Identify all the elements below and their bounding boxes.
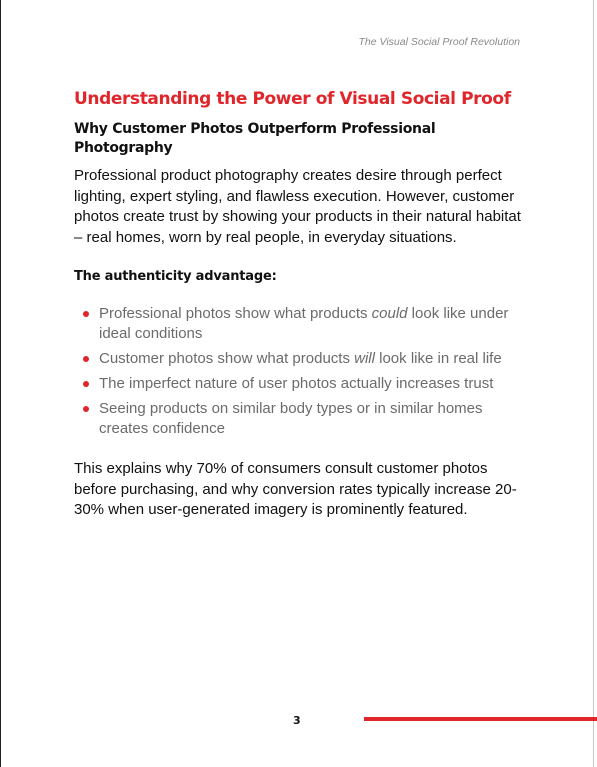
- running-header: The Visual Social Proof Revolution: [358, 36, 520, 48]
- bullet-dot-icon: [83, 356, 89, 362]
- list-item: [82, 304, 526, 344]
- closing-paragraph: This explains why 70% of consumers consult customer photos before purchasing, and why conversion rates typically increase 20-30% when user-generated imagery is prominently featured.: [74, 460, 517, 518]
- page-number: 3: [293, 714, 301, 727]
- advantage-list: [74, 304, 526, 439]
- subsection-title: Why Customer Photos Outperform Professional Photography: [74, 121, 436, 156]
- intro-paragraph: Professional product photography creates desire through perfect lighting, expert styling, and flawless execution. However, customer photos create trust by showing your products in their natural habitat – real homes, worn by real people, in everyday situations.: [74, 167, 521, 246]
- bullet-dot-icon: [83, 406, 89, 412]
- bullet-dot-icon: [83, 311, 89, 317]
- list-item-text: The imperfect nature of user photos actually increases trust: [99, 375, 494, 392]
- list-item: [82, 349, 526, 369]
- list-item-emphasis: will: [354, 350, 375, 367]
- list-item-text: look like in real life: [374, 350, 502, 367]
- list-item-text: Seeing products on similar body types or in similar homes creates confidence: [99, 400, 483, 437]
- list-item-emphasis: could: [371, 305, 408, 322]
- list-lead-in: The authenticity advantage:: [74, 269, 277, 284]
- main-content: [74, 88, 526, 521]
- bullet-dot-icon: [83, 381, 89, 387]
- section-title: Understanding the Power of Visual Social Proof: [74, 89, 511, 109]
- list-item-text: Professional photos show what products: [99, 305, 372, 322]
- list-item: [82, 399, 526, 439]
- list-item-text: look like under ideal conditions: [99, 305, 509, 342]
- footer-accent-rule: [364, 717, 597, 721]
- list-item-text: Customer photos show what products: [99, 350, 355, 367]
- list-item: [82, 374, 526, 394]
